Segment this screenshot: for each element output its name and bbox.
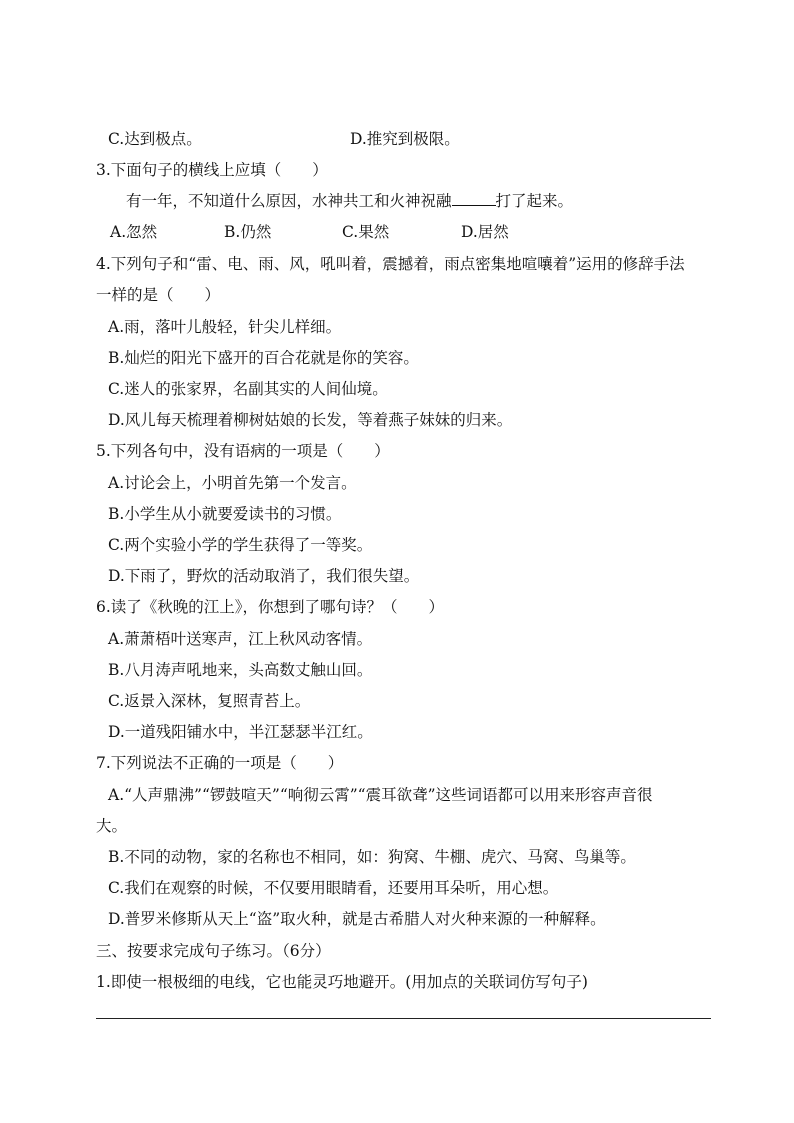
q3-stem: 3.下面句子的横线上应填（ ）	[96, 161, 328, 179]
q4-stem-line1: 4.下列句子和“雷、电、雨、风，吼叫着，震撼着，雨点密集地喧嚷着”运用的修辞手法	[96, 255, 685, 273]
q7-stem: 7.下列说法不正确的一项是（ ）	[96, 754, 344, 772]
q5-option-c: C.两个实验小学的学生获得了一等奖。	[108, 536, 373, 554]
q3-sentence-after: 打了起来。	[495, 192, 574, 210]
q6-stem: 6.读了《秋晚的江上》，你想到了哪句诗？（ ）	[96, 598, 445, 616]
q4-option-b: B.灿烂的阳光下盛开的百合花就是你的笑容。	[108, 349, 419, 367]
q3-option-c: C.果然	[342, 223, 390, 241]
q6-option-a: A.萧萧梧叶送寒声，江上秋风动客情。	[108, 630, 373, 648]
q5-option-b: B.小学生从小就要爱读书的习惯。	[108, 505, 342, 523]
q5-option-d: D.下雨了，野炊的活动取消了，我们很失望。	[108, 567, 420, 585]
q2-option-d: D.推究到极限。	[350, 130, 460, 148]
q3-option-a: A.忽然	[110, 223, 158, 241]
q7-option-b: B.不同的动物，家的名称也不相同，如：狗窝、牛棚、虎穴、马窝、鸟巢等。	[108, 848, 636, 866]
q6-option-c: C.返景入深林，复照青苔上。	[108, 692, 311, 710]
q4-option-c: C.迷人的张家界，名副其实的人间仙境。	[108, 380, 388, 398]
q4-stem-line2: 一样的是（ ）	[96, 286, 221, 304]
q3-fill-blank[interactable]	[452, 191, 496, 206]
q6-option-b: B.八月涛声吼地来，头高数丈触山回。	[108, 661, 373, 679]
q3-sentence	[126, 190, 573, 212]
q2-option-c: C.达到极点。	[108, 130, 202, 148]
q3-option-b: B.仍然	[224, 223, 272, 241]
q7-option-a-line1: A.“人声鼎沸”“锣鼓喧天”“响彻云霄”“震耳欲聋”这些词语都可以用来形容声音很	[108, 786, 653, 804]
q3-sentence-before: 有一年，不知道什么原因，水神共工和火神祝融	[126, 192, 452, 210]
section3-q1-answer-line[interactable]	[96, 1018, 711, 1019]
q6-option-d: D.一道残阳铺水中，半江瑟瑟半江红。	[108, 723, 373, 741]
q5-stem: 5.下列各句中，没有语病的一项是（ ）	[96, 442, 390, 460]
section3-q1-prompt: 1.即使一根极细的电线，它也能灵巧地避开。(用加点的关联词仿写句子)	[96, 973, 588, 991]
q7-option-d: D.普罗米修斯从天上“盗”取火种，就是古希腊人对火种来源的一种解释。	[108, 910, 606, 928]
q7-option-a-line2: 大。	[96, 817, 128, 835]
section3-heading: 三、按要求完成句子练习。（6分）	[96, 942, 331, 960]
q4-option-a: A.雨，落叶儿般轻，针尖儿样细。	[108, 318, 342, 336]
q4-option-d: D.风儿每天梳理着柳树姑娘的长发，等着燕子妹妹的归来。	[108, 411, 513, 429]
q7-option-c: C.我们在观察的时候，不仅要用眼睛看，还要用耳朵听，用心想。	[108, 879, 559, 897]
q3-option-d: D.居然	[461, 223, 509, 241]
q5-option-a: A.讨论会上，小明首先第一个发言。	[108, 474, 357, 492]
